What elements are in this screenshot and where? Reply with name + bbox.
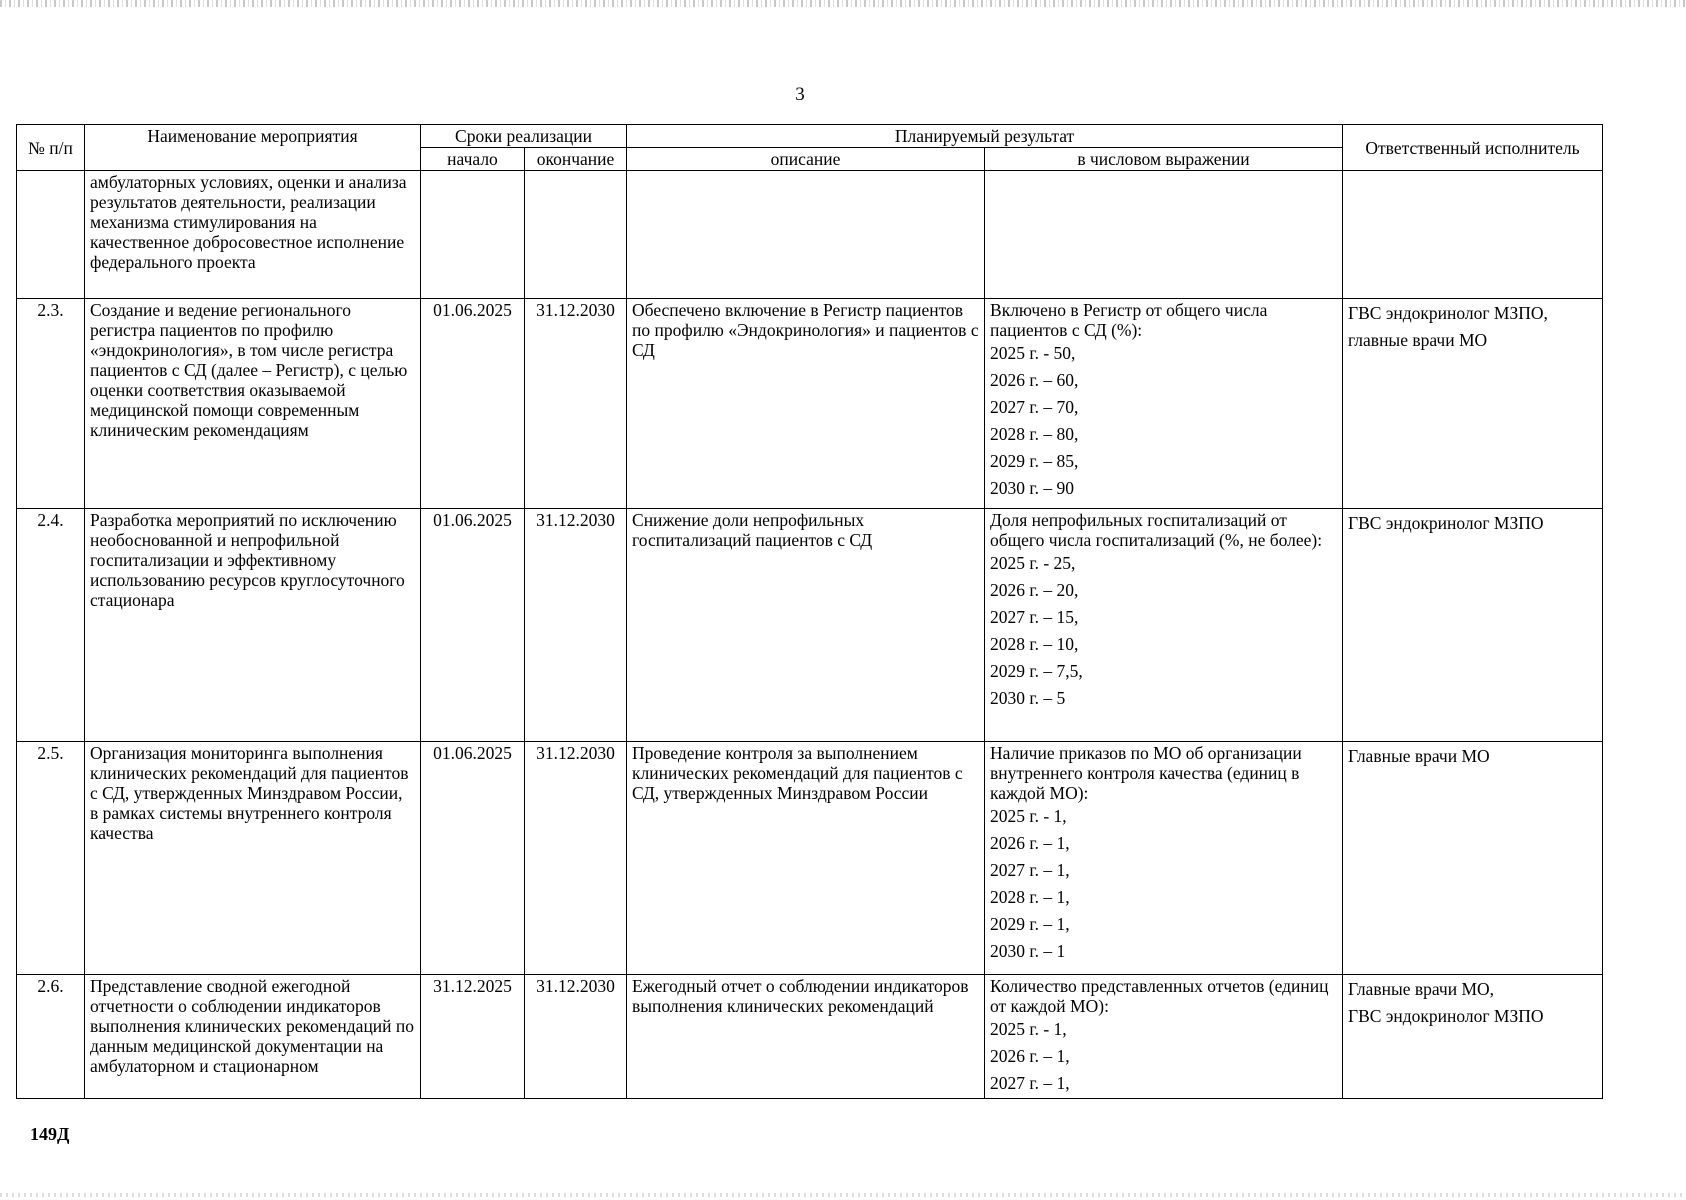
cell-description: Проведение контроля за выполнением клинических рекомендаций для пациентов с СД, утвержденных Минздравом России bbox=[627, 742, 985, 975]
year-value: 2025 г. - 25, bbox=[990, 553, 1076, 573]
cell-responsible bbox=[1343, 171, 1603, 299]
table-row bbox=[17, 509, 1603, 742]
year-value: 2030 г. – 90 bbox=[990, 478, 1074, 498]
year-value: 2027 г. – 1, bbox=[990, 1073, 1070, 1093]
responsible-line: ГВС эндокринолог МЗПО bbox=[1348, 1006, 1544, 1026]
year-value: 2026 г. – 1, bbox=[990, 1046, 1070, 1066]
cell-values bbox=[985, 299, 1343, 509]
year-value: 2030 г. – 5 bbox=[990, 688, 1066, 708]
cell-description: Снижение доли непрофильных госпитализаций пациентов с СД bbox=[627, 509, 985, 742]
year-value: 2026 г. – 20, bbox=[990, 580, 1079, 600]
cell-description: Обеспечено включение в Регистр пациентов по профилю «Эндокринология» и пациентов с СД bbox=[627, 299, 985, 509]
year-value: 2028 г. – 1, bbox=[990, 887, 1070, 907]
cell-description: Ежегодный отчет о соблюдении индикаторов выполнения клинических рекомендаций bbox=[627, 975, 985, 1099]
cell-name: амбулаторных условиях, оценки и анализа результатов деятельности, реализации механизма стимулирования на качественное добросовестное исполнение федерального проекта bbox=[85, 171, 421, 299]
value-header: Наличие приказов по МО об организации внутреннего контроля качества (единиц в каждой МО): bbox=[990, 743, 1302, 803]
cell-end: 31.12.2030 bbox=[525, 742, 627, 975]
cell-end: 31.12.2030 bbox=[525, 975, 627, 1099]
year-value: 2025 г. - 50, bbox=[990, 343, 1076, 363]
year-value: 2029 г. – 1, bbox=[990, 914, 1070, 934]
cell-start: 01.06.2025 bbox=[421, 509, 525, 742]
page-number: 3 bbox=[795, 84, 805, 105]
cell-end bbox=[525, 171, 627, 299]
value-header: Доля непрофильных госпитализаций от общего числа госпитализаций (%, не более): bbox=[990, 510, 1323, 550]
cell-start bbox=[421, 171, 525, 299]
responsible-line: Главные врачи МО, bbox=[1348, 979, 1495, 999]
table-row bbox=[17, 975, 1603, 1099]
cell-end: 31.12.2030 bbox=[525, 509, 627, 742]
year-value: 2025 г. - 1, bbox=[990, 806, 1067, 826]
responsible-line: Главные врачи МО bbox=[1348, 746, 1490, 766]
value-header: Включено в Регистр от общего числа пациентов с СД (%): bbox=[990, 300, 1268, 340]
header-numeric: в числовом выражении bbox=[985, 148, 1343, 171]
document-code: 149Д bbox=[30, 1124, 70, 1144]
year-value: 2028 г. – 10, bbox=[990, 634, 1079, 654]
cell-responsible bbox=[1343, 299, 1603, 509]
cell-responsible bbox=[1343, 742, 1603, 975]
scan-edge-bottom bbox=[0, 1193, 1686, 1197]
cell-responsible bbox=[1343, 975, 1603, 1099]
header-responsible: Ответственный исполнитель bbox=[1343, 125, 1603, 171]
cell-start: 31.12.2025 bbox=[421, 975, 525, 1099]
cell-end: 31.12.2030 bbox=[525, 299, 627, 509]
cell-start: 01.06.2025 bbox=[421, 299, 525, 509]
cell-values bbox=[985, 742, 1343, 975]
header-terms: Сроки реализации bbox=[421, 125, 627, 148]
header-result: Планируемый результат bbox=[627, 125, 1343, 148]
scan-edge-top bbox=[0, 0, 1686, 7]
cell-values bbox=[985, 509, 1343, 742]
table-row-continued bbox=[17, 171, 1603, 299]
year-value: 2030 г. – 1 bbox=[990, 941, 1066, 961]
header-end: окончание bbox=[525, 148, 627, 171]
year-value: 2027 г. – 70, bbox=[990, 397, 1079, 417]
header-num: № п/п bbox=[17, 125, 85, 171]
table-row bbox=[17, 299, 1603, 509]
cell-num: 2.4. bbox=[17, 509, 85, 742]
header-row-1 bbox=[17, 125, 1603, 148]
cell-name: Разработка мероприятий по исключению необоснованной и непрофильной госпитализации и эффективному использованию ресурсов круглосуточного стационара bbox=[85, 509, 421, 742]
cell-values bbox=[985, 171, 1343, 299]
year-value: 2028 г. – 80, bbox=[990, 424, 1079, 444]
cell-name: Организация мониторинга выполнения клинических рекомендаций для пациентов с СД, утвержденных Минздравом России, в рамках системы внутреннего контроля качества bbox=[85, 742, 421, 975]
year-value: 2029 г. – 7,5, bbox=[990, 661, 1083, 681]
cell-num: 2.6. bbox=[17, 975, 85, 1099]
year-value: 2025 г. - 1, bbox=[990, 1019, 1067, 1039]
year-value: 2026 г. – 1, bbox=[990, 833, 1070, 853]
responsible-line: главные врачи МО bbox=[1348, 330, 1488, 350]
cell-start: 01.06.2025 bbox=[421, 742, 525, 975]
value-header: Количество представленных отчетов (единиц от каждой МО): bbox=[990, 976, 1329, 1016]
cell-num: 2.5. bbox=[17, 742, 85, 975]
year-value: 2027 г. – 1, bbox=[990, 860, 1070, 880]
cell-name: Создание и ведение регионального регистра пациентов по профилю «эндокринология», в том числе регистра пациентов с СД (далее – Регистр), с целью оценки соответствия оказываемой медицинской помощи современным клиническим рекомендациям bbox=[85, 299, 421, 509]
cell-name bbox=[85, 975, 421, 1099]
cell-description bbox=[627, 171, 985, 299]
cell-num: 2.3. bbox=[17, 299, 85, 509]
responsible-line: ГВС эндокринолог МЗПО bbox=[1348, 513, 1544, 533]
responsible-line: ГВС эндокринолог МЗПО, bbox=[1348, 303, 1548, 323]
header-description: описание bbox=[627, 148, 985, 171]
year-value: 2026 г. – 60, bbox=[990, 370, 1079, 390]
cell-num bbox=[17, 171, 85, 299]
header-name: Наименование мероприятия bbox=[85, 125, 421, 171]
year-value: 2029 г. – 85, bbox=[990, 451, 1079, 471]
header-start: начало bbox=[421, 148, 525, 171]
cell-name-text: Представление сводной ежегодной отчетности о соблюдении индикаторов выполнения клинических рекомендаций по данным медицинской документации на амбулаторном и стационарном bbox=[90, 976, 415, 1076]
action-plan-table bbox=[16, 124, 1603, 1099]
cell-responsible bbox=[1343, 509, 1603, 742]
year-value: 2027 г. – 15, bbox=[990, 607, 1079, 627]
table-row bbox=[17, 742, 1603, 975]
cell-values bbox=[985, 975, 1343, 1099]
